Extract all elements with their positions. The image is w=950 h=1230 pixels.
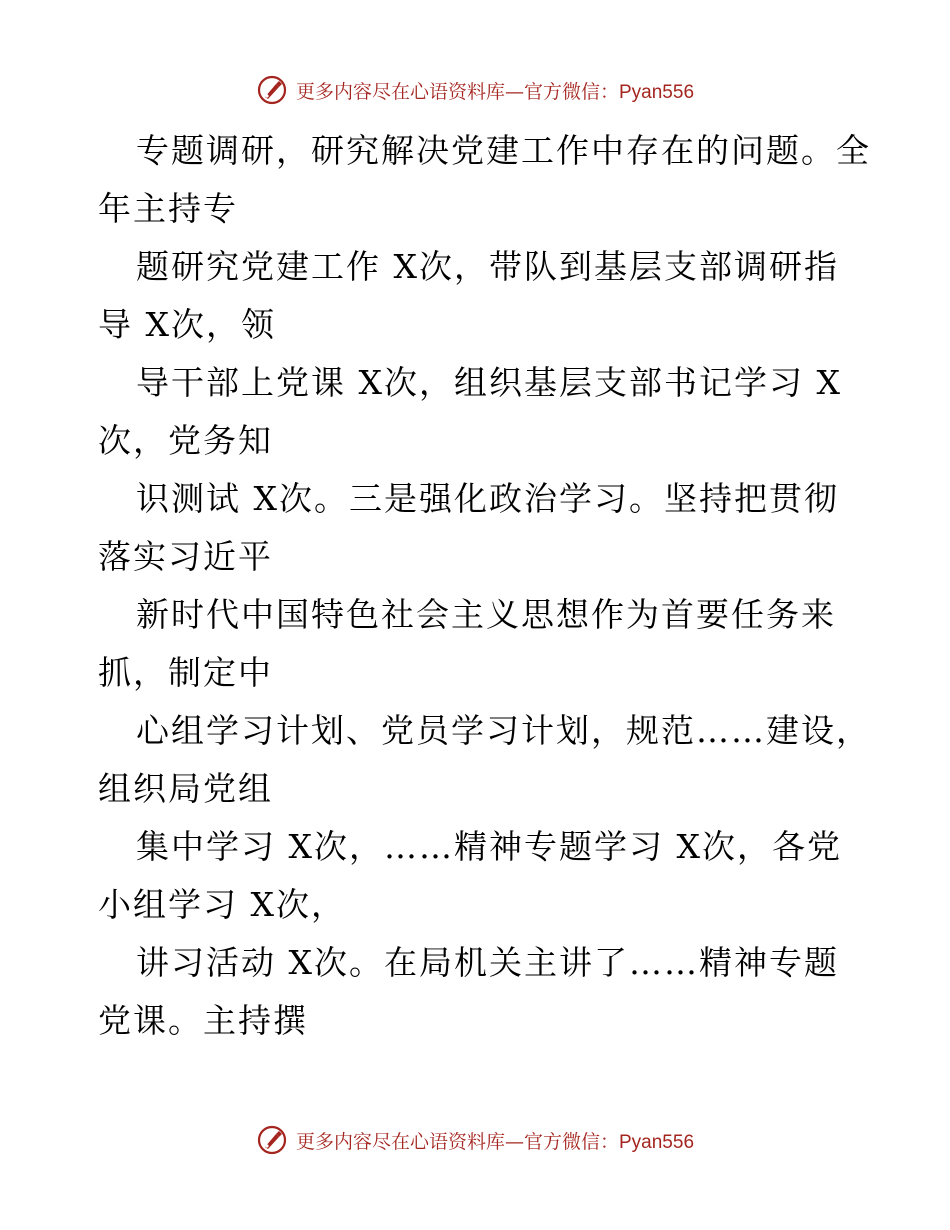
paragraph-first-line: 讲习活动 X次。在局机关主讲了……精神专题 (136, 943, 839, 982)
paragraph-first-line: 导干部上党课 X次，组织基层支部书记学习 X (136, 363, 842, 402)
paragraph-first-line: 专题调研，研究解决党建工作中存在的问题。全 (136, 131, 871, 170)
paragraph-first-line: 心组学习计划、党员学习计划，规范……建设， (136, 711, 871, 750)
watermark-text (296, 77, 694, 104)
watermark-slogan: 更多内容尽在心语资料库—官方微信： (295, 80, 619, 103)
paragraph-continuation: 落实习近平 (98, 537, 273, 576)
paragraph (98, 818, 858, 934)
paragraph-continuation: 次，党务知 (98, 421, 273, 460)
document-body (98, 122, 871, 1050)
paragraph (98, 122, 871, 238)
pen-logo-icon (256, 74, 288, 106)
paragraph (98, 702, 871, 818)
paragraph-continuation: 组织局党组 (98, 769, 273, 808)
paragraph-continuation: 导 X次，领 (98, 305, 276, 344)
paragraph (98, 354, 858, 470)
paragraph-first-line: 新时代中国特色社会主义思想作为首要任务来 (136, 595, 836, 634)
paragraph-first-line: 识测试 X次。三是强化政治学习。坚持把贯彻 (136, 479, 839, 518)
paragraph-continuation: 抓，制定中 (98, 653, 273, 692)
paragraph-continuation: 党课。主持撰 (98, 1001, 308, 1040)
paragraph (98, 238, 858, 354)
paragraph-continuation: 小组学习 X次， (98, 885, 346, 924)
watermark-wechat-id: Pyan556 (619, 1131, 695, 1153)
watermark-text (296, 1127, 694, 1154)
paragraph (98, 586, 858, 702)
watermark-banner-top (0, 70, 950, 110)
paragraph-first-line: 题研究党建工作 X次，带队到基层支部调研指 (136, 247, 839, 286)
watermark-slogan: 更多内容尽在心语资料库—官方微信： (295, 1130, 619, 1153)
pen-logo-icon (256, 1124, 288, 1156)
paragraph (98, 934, 858, 1050)
paragraph-first-line: 集中学习 X次，……精神专题学习 X次，各党 (136, 827, 842, 866)
watermark-wechat-id: Pyan556 (619, 81, 695, 103)
paragraph-continuation: 年主持专 (98, 189, 238, 228)
watermark-banner-bottom (0, 1120, 950, 1160)
paragraph (98, 470, 858, 586)
